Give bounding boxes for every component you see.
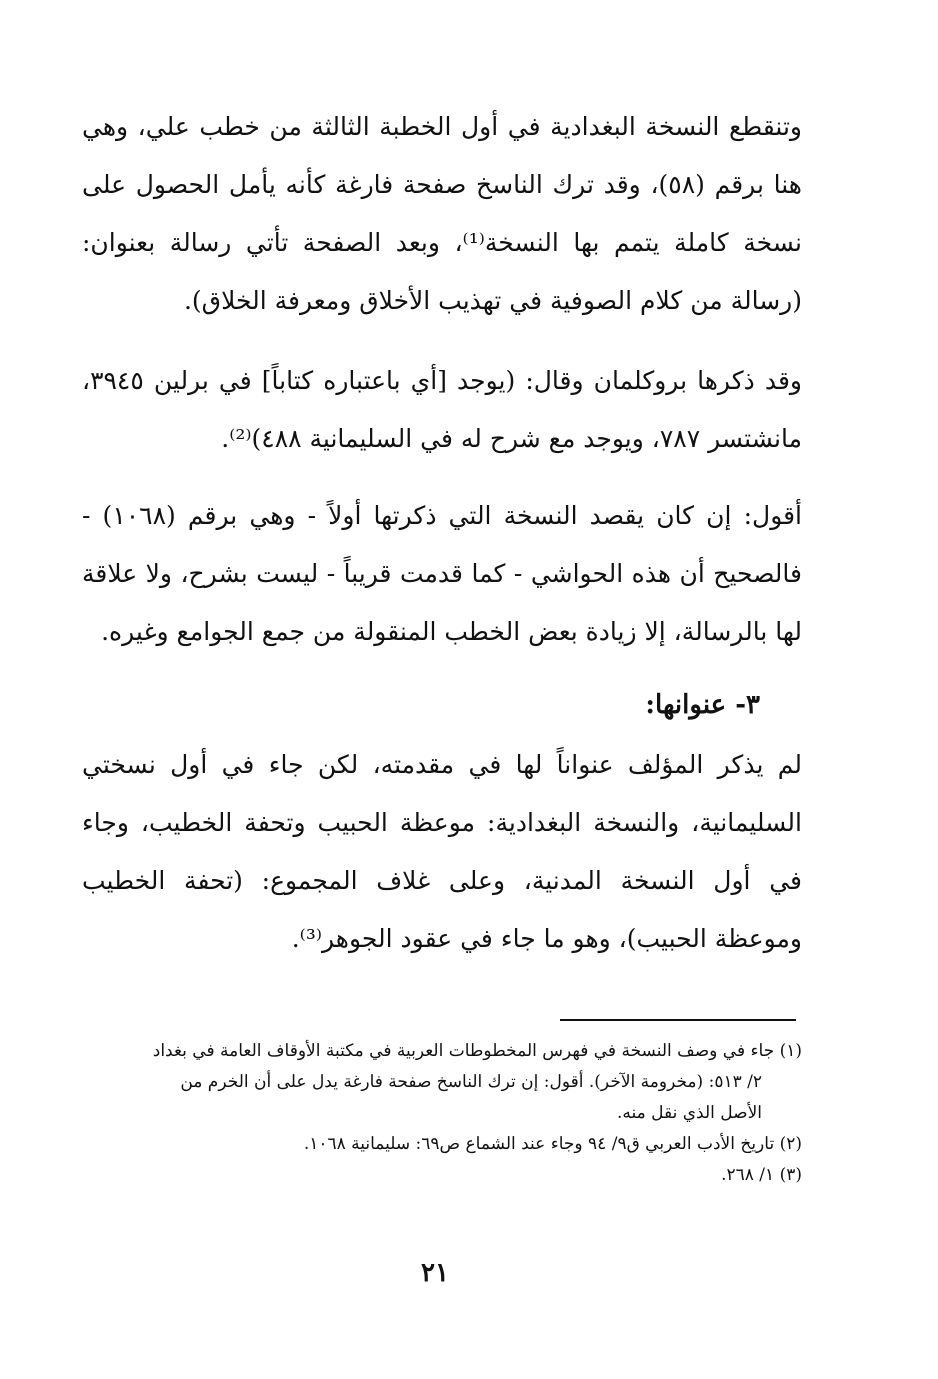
footnote-separator xyxy=(560,1019,796,1021)
paragraph-brockelmann: وقد ذكرها بروكلمان وقال: (يوجد [أي باعتباره كتاباً] في برلين ٣٩٤٥، مانشتسر ٧٨٧، ويوجد مع شرح له في السليمانية ٤٨٨)⁽²⁾. xyxy=(82,366,802,453)
footnote-3: (٣) ١/ ٢٦٨. xyxy=(721,1165,802,1185)
page-number: ٢١ xyxy=(421,1258,449,1288)
paragraph-title-discussion: لم يذكر المؤلف عنواناً لها في مقدمته، لكن جاء في أول نسختي السليمانية، والنسخة البغدادية: موعظة الحبيب وتحفة الخطيب، وجاء في أول النسخة المدنية، وعلى غلاف المجموع: (تحفة الخطيب وموعظة الحبيب)، وهو ما جاء في عقود الجوهر⁽³⁾. xyxy=(82,750,802,953)
paragraph-baghdad-copy: وتنقطع النسخة البغدادية في أول الخطبة الثالثة من خطب علي، وهي هنا برقم (٥٨)، وقد ترك الناسخ صفحة فارغة كأنه يأمل الحصول على نسخة كاملة يتمم بها النسخة⁽¹⁾، وبعد الصفحة تأتي رسالة بعنوان: (رسالة من كلام الصوفية في تهذيب الأخلاق ومعرفة الخلاق). xyxy=(82,112,802,315)
footnote-2: (٢) تاريخ الأدب العربي ق٩/ ٩٤ وجاء عند الشماع ص٦٩: سليمانية ١٠٦٨. xyxy=(303,1134,802,1154)
footnote-1: (١) جاء في وصف النسخة في فهرس المخطوطات العربية في مكتبة الأوقاف العامة في بغداد xyxy=(152,1041,802,1061)
footnotes xyxy=(82,1036,802,1191)
footnote-1-continued: ٢/ ٥١٣: (مخرومة الآخر). أقول: إن ترك الناسخ صفحة فارغة يدل على أن الخرم من xyxy=(180,1072,762,1092)
section-heading-title: ٣- عنوانها: xyxy=(645,690,760,720)
paragraph-author-comment: أقول: إن كان يقصد النسخة التي ذكرتها أولاً - وهي برقم (١٠٦٨) - فالصحيح أن هذه الحواشي - كما قدمت قريباً - ليست بشرح، ولا علاقة لها بالرسالة، إلا زيادة بعض الخطب المنقولة من جمع الجوامع وغيره. xyxy=(82,501,803,646)
footnote-1-end: الأصل الذي نقل منه. xyxy=(616,1103,762,1123)
